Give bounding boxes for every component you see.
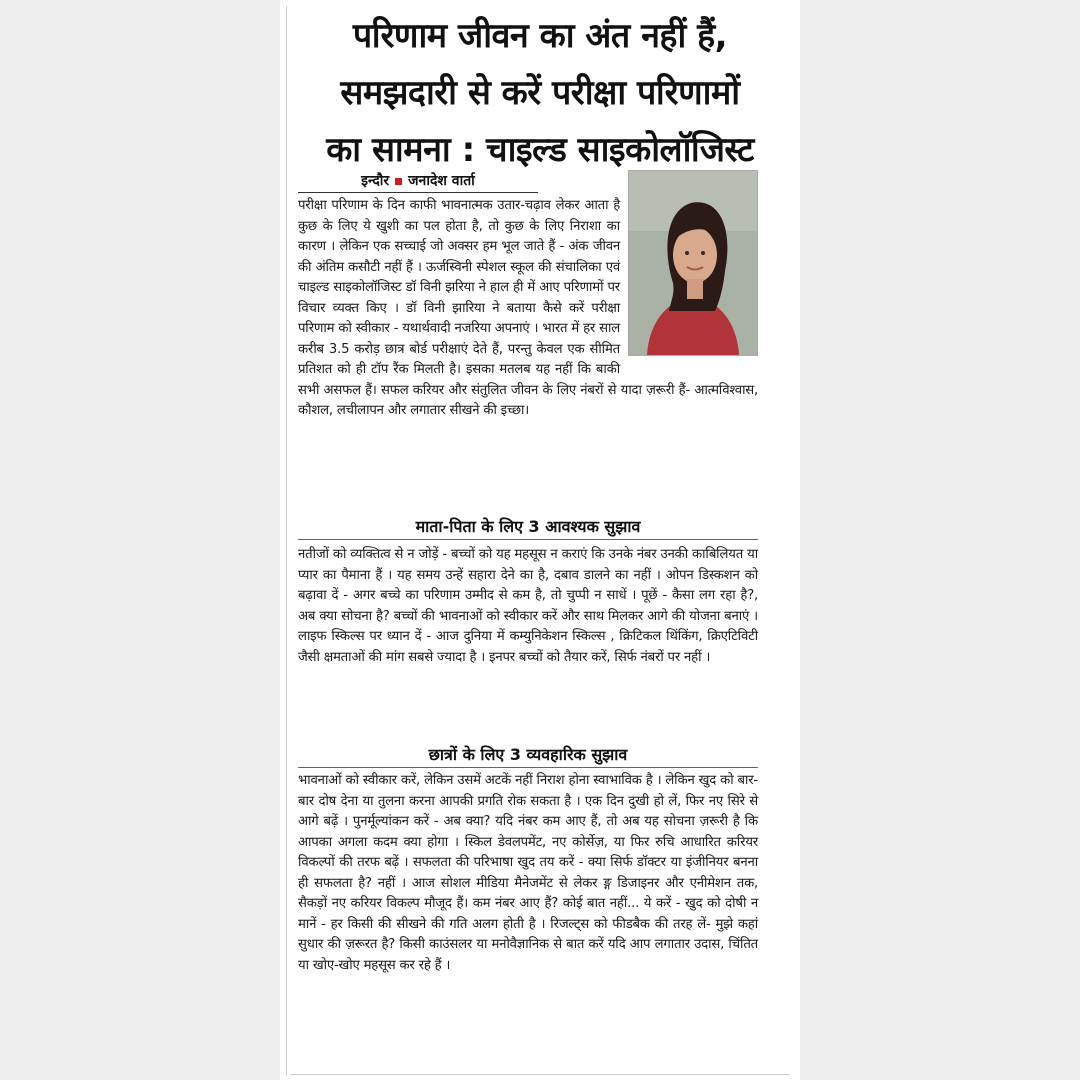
red-square-icon bbox=[395, 178, 402, 185]
byline-source: जनादेश वार्ता bbox=[408, 173, 475, 189]
photo-wrap-space bbox=[620, 196, 758, 371]
paragraph-1-text: परीक्षा परिणाम के दिन काफी भावनात्मक उतार-चढ़ाव लेकर आता है कुछ के लिए ये खुशी का पल होता है, तो कुछ के लिए निराशा का कारण । लेकिन एक सच्चाई जो अक्सर हम भूल जाते हैं - अंक जीवन की अंतिम कसौटी नहीं हैं । ऊर्जस्विनी स्पेशल स्कूल की संचालिका एवं चाइल्ड साइकोलॉजिस्ट डॉ विनी झरिया ने हाल ही में आए परिणामों पर विचार व्यक्त किए । डॉ विनी झारिया ने बताया कैसे करें परीक्षा परिणाम को स्वीकार - यथार्थवादी नजरिया अपनाएं । भारत में हर साल करीब 3.5 करोड़ छात्र बोर्ड परीक्षाएं देते हैं, परन्तु केवल एक सीमित प्रतिशत को ही टॉप रैंक मिलती है। इसका मतलब यह नहीं कि बाकी सभी असफल हैं। सफल करियर और संतुलित जीवन के लिए नंबरों से यादा ज़रूरी हैं- आत्मविश्वास, कौशल, लचीलापन और लगातार सीखने की इच्छा। bbox=[298, 198, 758, 418]
column-rule bbox=[286, 6, 287, 1076]
headline-line-3: का सामना : चाइल्ड साइकोलॉजिस्ट bbox=[326, 130, 754, 170]
byline bbox=[298, 170, 538, 193]
article-paragraph-1 bbox=[298, 196, 758, 422]
headline-line-1: परिणाम जीवन का अंत नहीं हैं, bbox=[352, 16, 728, 56]
article-paragraph-2 bbox=[298, 545, 758, 668]
bottom-rule bbox=[290, 1074, 790, 1075]
subheading-parents: माता-पिता के लिए 3 आवश्यक सुझाव bbox=[298, 515, 758, 540]
subheading-students: छात्रों के लिए 3 व्यवहारिक सुझाव bbox=[298, 743, 758, 768]
paragraph-3-text: भावनाओं को स्वीकार करें, लेकिन उसमें अटकें नहीं निराश होना स्वाभाविक है । लेकिन खुद को बार-बार दोष देना या तुलना करना आपकी प्रगति रोक सकता है । एक दिन दुखी हो लें, फिर नए सिरे से आगे बढ़ें । पुनर्मूल्यांकन करें - अब क्या? यदि नंबर कम आए हैं, तो अब यह सोचना ज़रूरी है कि आपका अगला कदम क्या होगा । स्किल डेवलपमेंट, नए कोर्सेज़, या फिर रुचि आधारित करियर विकल्पों की तरफ बढ़ें । सफलता की परिभाषा खुद तय करें - क्या सिर्फ डॉक्टर या इंजीनियर बनना ही सफलता है? नहीं । आज सोशल मीडिया मैनेजमेंट से लेकर ङ्ग डिजाइनर और एनीमेशन तक, सैकड़ों नए करियर विकल्प मौजूद हैं। कम नंबर आए हैं? कोई बात नहीं... ये करें - खुद को दोषी न मानें - हर किसी की सीखने की गति अलग होती है । रिजल्ट्स को फीडबैक की तरह लें- मुझे कहां सुधार की ज़रूरत है? किसी काउंसलर या मनोवैज्ञानिक से बात करें यदि आप लगातार उदास, चिंतित या खोए-खोए महसूस कर रहे हैं । bbox=[298, 773, 758, 973]
headline-line-2: समझदारी से करें परीक्षा परिणामों bbox=[340, 73, 740, 113]
newspaper-clipping bbox=[280, 0, 800, 1080]
article-paragraph-3 bbox=[298, 771, 758, 976]
article-headline bbox=[290, 8, 790, 179]
paragraph-2-text: नतीजों को व्यक्तित्व से न जोड़ें - बच्चों को यह महसूस न कराएं कि उनके नंबर उनकी काबिलियत या प्यार का पैमाना हैं । यह समय उन्हें सहारा देने का है, दबाव डालने का नहीं । ओपन डिस्कशन को बढ़ावा दें - अगर बच्चे का परिणाम उम्मीद से कम है, तो चुप्पी न साधें । पूछें - कैसा लग रहा है?, अब क्या सोचना है? बच्चों की भावनाओं को स्वीकार करें और साथ मिलकर आगे की योजना बनाएं । लाइफ स्किल्स पर ध्यान दें - आज दुनिया में कम्युनिकेशन स्किल्स , क्रिटिकल थिंकिंग, क्रिएटिविटी जैसी क्षमताओं की मांग सबसे ज्यादा है । इनपर बच्चों को तैयार करें, सिर्फ नंबरों पर नहीं । bbox=[298, 547, 758, 665]
byline-city: इन्दौर bbox=[361, 173, 390, 189]
